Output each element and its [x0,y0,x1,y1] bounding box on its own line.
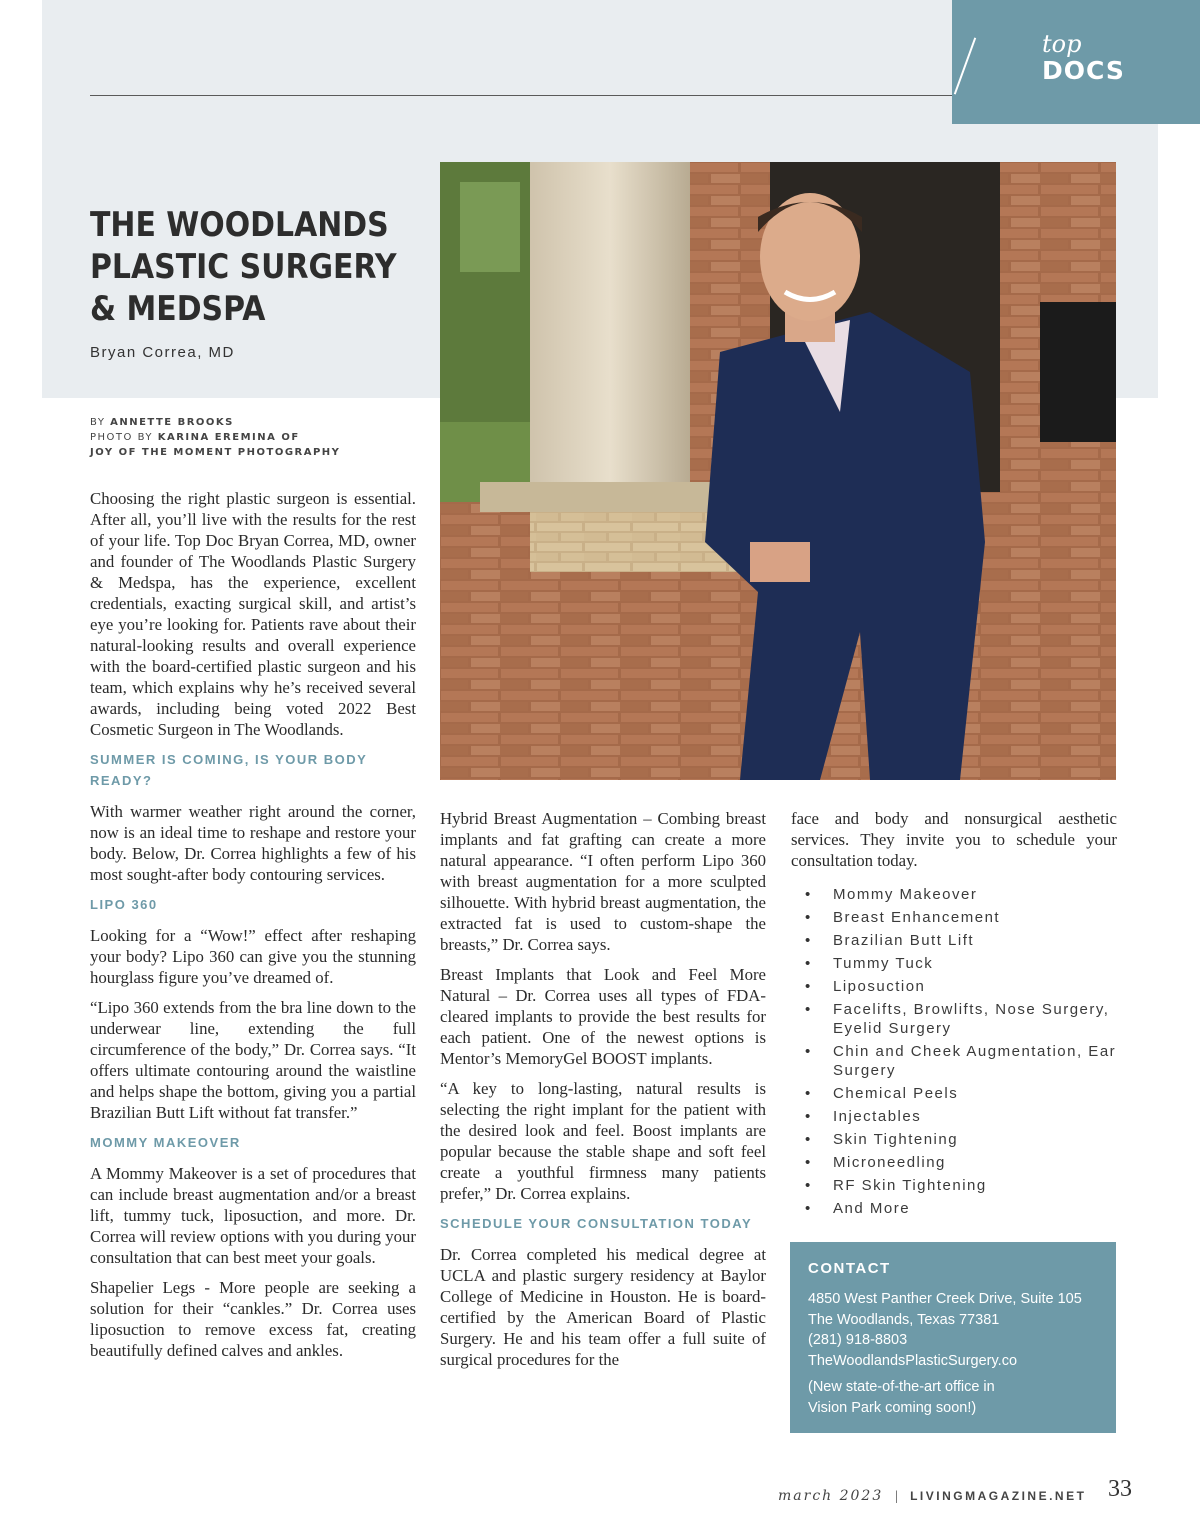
contact-phone[interactable]: (281) 918-8803 [808,1332,908,1348]
contact-note-line: Vision Park coming soon!) [808,1399,977,1416]
photographer-studio: JOY OF THE MOMENT PHOTOGRAPHY [90,447,341,458]
list-item: • RF Skin Tightening [805,1176,1117,1195]
doctor-photo-illustration [440,162,1116,780]
section-tag-docs: DOCS [1042,56,1125,85]
header-rule [90,95,952,96]
section-heading: MOMMY MAKEOVER [90,1135,241,1150]
page-footer [778,1488,1086,1505]
contact-note [808,1377,1098,1418]
by-label: BY [90,417,106,428]
contact-heading: CONTACT [808,1260,891,1277]
slash-divider [954,37,976,94]
page-number: 33 [1108,1476,1132,1502]
list-item: • Injectables [805,1107,1117,1126]
paragraph: “A key to long-lasting, natural results is selecting the right implant for the patient with the desired look and feel. Boost implants are popular because the stable shape and soft feel create a youthful firmness many patients prefer,” Dr. Correa explains. [440,1079,766,1203]
list-item: • Tummy Tuck [805,954,1117,973]
section-heading: LIPO 360 [90,897,158,912]
paragraph: Looking for a “Wow!” effect after reshaping your body? Lipo 360 can give you the stunning hourglass figure you’ve dreamed of. [90,926,416,987]
list-item: • Brazilian Butt Lift [805,931,1117,950]
page-title [90,204,397,330]
title-line: & MEDSPA [90,289,266,329]
article-column-3 [791,808,1117,1222]
doctor-photo [440,162,1116,780]
title-line: PLASTIC SURGERY [90,247,397,287]
list-item: • Skin Tightening [805,1130,1117,1149]
paragraph: Shapelier Legs - More people are seeking a solution for their “cankles.” Dr. Correa uses liposuction to remove excess fat, creating beautifully defined calves and ankles. [90,1278,416,1360]
services-list [791,885,1117,1218]
list-item: • Chin and Cheek Augmentation, Ear Surgery [805,1042,1117,1080]
footer-separator: | [895,1489,899,1504]
article-column-2 [440,808,766,1379]
list-item: • Mommy Makeover [805,885,1117,904]
paragraph: Dr. Correa completed his medical degree at UCLA and plastic surgery residency at Baylor College of Medicine in Houston. He is board-certified by the American Board of Plastic Surgery. He and his team offer a full suite of surgical procedures for the [440,1245,766,1369]
contact-city-line: The Woodlands, Texas 77381 [808,1311,1000,1328]
photographer: KARINA EREMINA OF [157,432,300,443]
section-tag [952,0,1200,124]
contact-note-line: (New state-of-the-art office in [808,1379,995,1395]
section-tag-top: top [1042,30,1082,58]
photo-label: PHOTO BY [90,432,154,443]
paragraph: Breast Implants that Look and Feel More Natural – Dr. Correa uses all types of FDA-cleared implants to provide the best results for each patient. One of the newest options is Mentor’s MemoryGel BOOST implants. [440,965,766,1068]
issue-date: march 2023 [778,1488,884,1504]
doctor-name: Bryan Correa, MD [90,344,235,361]
list-item: • And More [805,1199,1117,1218]
list-item: • Chemical Peels [805,1084,1117,1103]
contact-address-line: 4850 West Panther Creek Drive, Suite 105 [808,1291,1082,1307]
intro-paragraph: Choosing the right plastic surgeon is essential. After all, you’ll live with the results for the rest of your life. Top Doc Bryan Correa, MD, owner and founder of The Woodlands Plastic Surgery & Medspa, has the experience, excellent credentials, exacting surgical skill, and artist’s eye you’re looking for. Patients rave about their natural-looking results and overall experience with the board-certified plastic surgeon and his team, which explains why he’s received several awards, including being voted 2022 Best Cosmetic Surgeon in The Woodlands. [90,489,416,739]
site-link[interactable]: LIVINGMAGAZINE.NET [910,1489,1087,1503]
paragraph: “Lipo 360 extends from the bra line down to the underwear line, extending the full circumference of the body,” Dr. Correa says. “It offers ultimate contouring around the waistline and helps shape the bottom, giving you a partial Brazilian Butt Lift without fat transfer.” [90,998,416,1122]
paragraph: With warmer weather right around the corner, now is an ideal time to reshape and restore your body. Below, Dr. Correa highlights a few of his most sought-after body contouring services. [90,802,416,884]
section-heading: SCHEDULE YOUR CONSULTATION TODAY [440,1216,753,1231]
list-item: • Microneedling [805,1153,1117,1172]
list-item: • Liposuction [805,977,1117,996]
contact-website-link[interactable]: TheWoodlandsPlasticSurgery.co [808,1352,1018,1369]
title-line: THE WOODLANDS [90,205,389,245]
author: ANNETTE BROOKS [110,417,234,428]
contact-box [790,1242,1116,1433]
paragraph: Hybrid Breast Augmentation – Combing breast implants and fat grafting can create a more natural appearance. “I often perform Lipo 360 with breast augmentation for a more sculpted silhouette. With hybrid breast augmentation, the extracted fat is used to custom-shape the breasts,” Dr. Correa says. [440,809,766,954]
article-column-1 [90,488,416,1370]
paragraph: face and body and nonsurgical aesthetic services. They invite you to schedule your consultation today. [791,809,1117,870]
section-heading: SUMMER IS COMING, IS YOUR BODY READY? [90,752,368,788]
list-item: • Facelifts, Browlifts, Nose Surgery, Eyelid Surgery [805,1000,1117,1038]
paragraph: A Mommy Makeover is a set of procedures that can include breast augmentation and/or a breast lift, tummy tuck, liposuction, and more. Dr. Correa will review options with you during your consultation that can best meet your goals. [90,1164,416,1267]
list-item: • Breast Enhancement [805,908,1117,927]
byline [90,415,340,460]
